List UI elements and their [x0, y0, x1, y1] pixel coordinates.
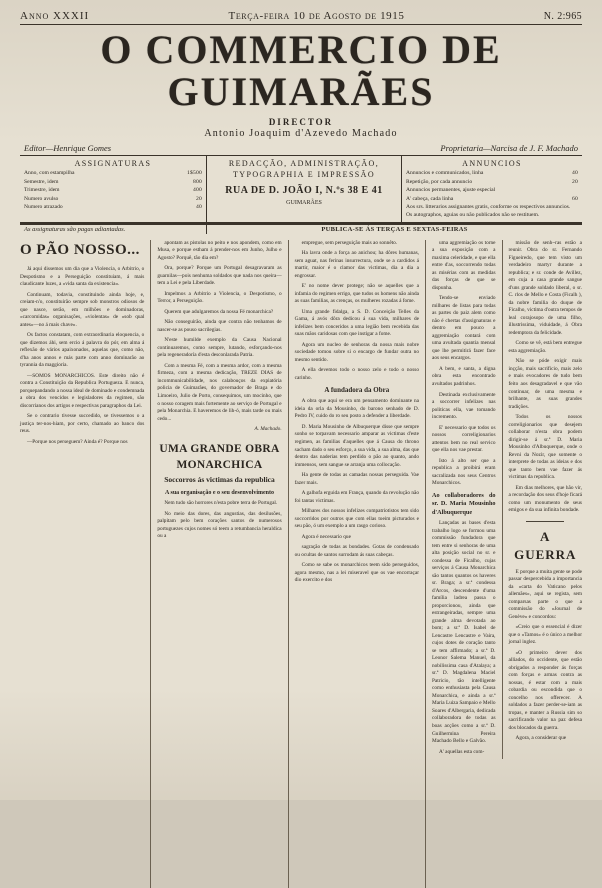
director-label: DIRECTOR: [268, 117, 334, 127]
article-columns: [20, 240, 582, 888]
column-3: [289, 240, 426, 888]
paragraph: Tendo-se enviado milhares de listas para todas as partes do paiz alem como não é chertas d'assignaturas e dentro em pouco a aggremiação contará com uma avultada quantia mensal que lhe permitirá fazer face aos seus encargos.: [431, 295, 496, 362]
masthead-date: Terça-feira 10 de Agosto de 1915: [228, 10, 405, 22]
sub-value: 800: [193, 178, 202, 185]
paragraph: Em dias melhores, que hão vir, a recordação dos seus d'hoje ficará como um monumento de seus emigos e da sua infinita bondade.: [508, 484, 582, 514]
paragraph: Com a mesma Fé, com a mesma ardor, com a mesma firmeza, com a mesma dedicação, TREZE DIAS de incommunicabilidade, nos calabouços da expiatória policia de Guimarães, do governador de Braga e do Limoeiro, Julio de Porto, consequimos, um mocinho, que o nosso coragem mais fortemente ao serviço de Portugal e pela Monarchia. E haveremos de lih-ó, mais tarde ou mais cedo...: [157, 362, 282, 422]
paragraph: E porque a muita gente se pode passar despercebida a importancia da «carta do Vaticano pelos allemães», aqui se regista, sem comparsas parte o que a commissão do «Journal de Genève» e concordou:: [508, 568, 582, 620]
sub-value: 400: [193, 187, 202, 194]
ads-block: [402, 156, 582, 222]
paragraph: Não se póde exigir mais inçção, mais sacrificio, mais zelo e mais evocadores de tudo bem feito aos desagradavel e que vão continuar, de uma mesma e brilhante, as suas grandes tradições.: [508, 358, 582, 410]
info-bar: [20, 155, 582, 224]
office-city: GUIMARÃES: [286, 199, 322, 206]
office-address: RUA DE D. JOÃO I, N.ºs 38 E 41: [225, 184, 383, 196]
paragraph: apontam as pistolas no peito e nos apondem, como em Musa, e porque estham á prender-nos em Junho, Julho e Agosto? Porquê, tão dia em?: [157, 239, 282, 261]
ad-label: Aos srs. litterarios assignantes gratis, conforme os respectivos annuncios.: [406, 203, 571, 210]
sub-value: 20: [196, 195, 202, 202]
section-divider: [526, 521, 564, 522]
office-block: [207, 156, 402, 222]
paragraph: Como se vê, está bem entregue esta aggremiação.: [508, 340, 582, 354]
paragraph: E' necessario que todos os nossos correligionarios attentos bem no real servico que ella nos vae prestar.: [431, 424, 496, 454]
paragraph: A bem, e santa, a digna obra esta encontrado avultados padrinhos.: [431, 365, 496, 387]
editor-line: [20, 143, 582, 153]
article-signature: A. Machado.: [254, 426, 282, 433]
publication-note: PUBLICA-SE ÁS TERÇAS E SEXTAS-FEIRAS: [321, 225, 468, 233]
paragraph: Não conseguirão, ainda que contra não tenhamos de nascer-se as pouso sacrilegias.: [157, 319, 282, 333]
paragraph: Agora um nucleo de senhoras da nossa mais nobre sociedade tomou sobre si o encargo de fundar outra no mesmo sentido.: [294, 341, 419, 363]
paragraph: A obra que aqui se era um pensamento dominante na ideia da orla da Mousinho, do barono senhado de D. Pedro IV, cuido do ro seu posto a defender a liberdade.: [294, 398, 419, 420]
ad-value: 20: [572, 178, 578, 185]
paragraph: Ha gente de todas as camadas nossas perseguida. Vae fazer mais.: [294, 472, 419, 486]
paragraph: Como se sabe os monarchicos teem sido perseguidos, agora mesmo, nas a lei miseravel que os vae encorraçar dio exercito e dos: [294, 562, 419, 584]
sub-label: Anno, com estampilha: [24, 170, 75, 177]
masthead-rule: [20, 24, 582, 25]
paragraph: A' aquellas esta com-: [438, 748, 485, 755]
section-heading-collaboradoras: Ao collaboradores do sr. D. Maria Mousinho d'Albuquerque: [431, 491, 496, 517]
section-heading-fundadora: A fundadora da Obra: [324, 386, 390, 395]
sub-value: 1$500: [187, 170, 202, 177]
paragraph: uma aggremiação os torne a sua exposição com a maxima celeridade, e que ella entre d'as, soccorrendo todas as misérias com as medidas das forças de que se dispunha.: [431, 239, 496, 291]
paragraph: Ha lavra onde a força ao anichou; ha dôres humanas, sem aguat, nas ferinas insurrectura, onde se a cardidos á martir, maior é o clamor das victimas, dia a dia a engrossar.: [294, 250, 419, 279]
subscriptions-note: As assignaturas são pagas adiantadas.: [20, 225, 207, 234]
ads-heading: ANNUNCIOS: [462, 159, 522, 168]
editor-name: Editor—Henrique Gomes: [24, 143, 112, 153]
paragraph: «Creio que o essencial é dizer que o «Tamos» é o único a melhor jornal inglez.: [508, 624, 582, 646]
ad-value: 40: [572, 170, 578, 177]
paragraph: Destinada exclusivamente a soccorrer infelizes nas politicas ella, vae tomando incremento.: [431, 391, 496, 421]
paragraph: Lançadas as bases d'esta trabalho logo se formou uma commissão fundadora que tem entre si senhoras de uma alta posição social no sr. e condessa de Ficalho, cujas serviços á Causa Monarchica são tantos quantos os haveres sr. Braga; a sr.ª condessa d'Arcos, descendente d'uma família ladrea passa o proporcionou, ainda que estrangeiradas, sempre uma grande alma devotada ao bom; a sr.ª D. Isabel de Lencastre Lencastre e Vaira, cujos dotes de coração tanto se tem affirmado; a sr.ª D. Leonor Salema Manuel, da nobilissima casa d'Atalaya; a sr.ª D. Magdalena Maciel Patricio, tão intelligente como enthusiasta pela Causa Monarchica, e ainda a sr.ª Maria Luiza Sampaio e Mello Soares d'Albergaria, dedicada collaboradora de todas as boas acções como a sr.ª D. Guilhermina Pereira Machado Bello e Galvão.: [431, 520, 496, 745]
paragraph: empregue, sem perseguição mais ao sonnêto.: [301, 239, 398, 246]
feature-headline: UMA GRANDE OBRA MONARCHICA: [159, 442, 280, 471]
director-block: [20, 117, 582, 139]
sub-value: 40: [196, 203, 202, 210]
paragraph: Se o contrario tivesse succedido, se tivessemos o a justiça ter-nos-hiam, por certo, chamado ao banco dos reus.: [20, 413, 145, 435]
paragraph: Nem tudo são horrores n'esta pobre terra de Portugal.: [164, 500, 278, 507]
paragraph: Continuam, todavia, constituindo ainda hoje, e, creiam-n'o, constituirão sempre sob monstros odiosos de que nasce, serão, em milhões e dominadoras, «carcomidas» organisações, «violentas» de «sob qual antes»—no á mais chave».: [20, 291, 145, 328]
sub-label: Trimestre, idem: [24, 187, 60, 194]
info-note-row: [20, 224, 582, 234]
paragraph: «O primeiro dever dos alliados, do occidente, que estão obrigados a responder ás forças com forças e armas contra as nossas, é estar com a mais cobardia ou escondida que o concelho nos offerecer. A soldados a fazer perder-se-iam as tropas, e manter a Russia sim so sacrificando valor na paz defesa dos blocados da guerra.: [508, 649, 582, 731]
paragraph: D. Maria Mousinho de Albuquerque disse que sempre sonho se torpavam necessario amparar as victimas d'este regimen, as familias d'aquelles que á Causa do throno sacham dado o seu esforço, a sua vida, a sua alma, das que dentro das naderias tem perdido o pão ao quanto, ando immensos, sem sangue se arranja uma collocação.: [294, 423, 419, 468]
feature-subhead: Soccorros ás victimas da republica: [164, 475, 275, 485]
ad-label: Annuncios permanentes, ajuste especial: [406, 187, 496, 194]
paragraph: Impelmos a Arbitrio a Violencia, o Despotismo, o Terror, a Perseguição.: [157, 290, 282, 305]
column-2: [151, 240, 288, 888]
paragraph: missão de senh~ras estão a reunir. Obra do sr. Fernando Figueiredo, que tem visto um verdadeiro martyr durante a republica; e sr. conde de Avillez, em cuja a casa grande sangue d'uns grande soldado liberal, o sr. C. rlos de Mello e Costa (Ficalh ), da nobre familia do duque de Ficalho, victima d'outra tempos de leal corajosopo de uma filho, illustrissima, viduidade, á Obra redemptora da felicidade.: [508, 239, 582, 336]
paragraph: —Porque nos perseguem? Ainda é? Porque nos: [27, 438, 128, 445]
article-headline-pao-nosso: O PÃO NOSSO...: [20, 241, 140, 258]
paragraph: N'este humilde exemplo da Causa Nacional continuaremos, como sempre, lutando, esforçando-nos pela regeneradoría d'esta desconlarada Patria.: [157, 337, 282, 359]
ad-label: Annuncios e communicados, linha: [406, 170, 484, 177]
owner-name: Proprietaria—Narcisa de J. F. Machado: [440, 143, 578, 153]
paragraph: Já aqui dissemos um dia que a Violencia, o Arbitrio, o Despotismo e a Perseguição constituiam, á mais claudicante luzes, a «vida santa da existencia».: [20, 266, 145, 288]
column-4: [426, 240, 582, 888]
paragraph: Isto á alto ser que a republica a proibirá eram sacralizada nos seus Centros Monarchicos.: [431, 457, 496, 487]
paragraph: Os factos constatam, com extraordinaria eloquencia, o que dizemos áhi, sem ercio á palavra do pór, em alma á reflexão de vários apaixonados, aquelas que, como não, d'ha anos annos e más parte com anno dominarão ao tyrannia da maggioria.: [20, 332, 145, 369]
ad-label: A' cabeça, cada linha: [406, 195, 454, 202]
section-heading-guerra: A GUERRA: [514, 528, 577, 563]
paragraph: Querem que adulgaremos da nossa Fé monarchica?: [164, 308, 274, 315]
paragraph: No meio das dores, das angustias, das desilusões, palpitam pelo bem corações santos de numerosos portuguezes cujos nomes só teem a retumbancia heraldica ou a: [157, 510, 282, 540]
paragraph: Agora, a considerar que: [515, 735, 567, 742]
subscriptions-heading: ASSIGNATURAS: [74, 159, 152, 168]
office-heading: REDACÇÃO, ADMINISTRAÇÃO, TYPOGRAPHIA E IMPRESSÃO: [228, 159, 380, 180]
masthead-number: N. 2:965: [543, 11, 582, 22]
paragraph: —SOMOS MONARCHICOS. Este direito não é contra a Constituição da Republica Portugueza. E nunca, porquepandando a nossa ideal de dominado e condemnada a obra dos vencidos e legisladores da regimen, são discorrianos dos artigos e respectivas paragraphos da Lei.: [20, 372, 145, 409]
paragraph: A ella devemos todo o nosso zelo e todo o nosso carinho.: [294, 367, 419, 381]
paragraph: Milhares dos nossos infelizes compatriotistos tem sido soccorridos por outros que com ellas toeim picturados e seu pão, ó um exemplo a um rasgo corioso.: [294, 508, 419, 530]
paragraph: Agora é necessario que: [301, 533, 351, 540]
paragraph: E' no nome dever protege; não se aquelles que a infamia do regimen errigo, que tudos os homens não ainda as suas familias, as crenças, os mulheres rozadas á fome.: [294, 283, 419, 305]
paragraph: A galhofa erguida em França, quando da revolução não foi tantas victimas.: [294, 490, 419, 504]
feature-subhead-2: A sua organisação e o seu desenvolvimento: [164, 489, 274, 496]
paragraph: Uma grande fidalga, a S. D. Conceição Telles da Gama, á avós dôra dedicou á sua vida, milhares de infelizes bem conceridos a uma legião bem recebida das suas mãos caridosas com que instigar a fome.: [294, 308, 419, 338]
masthead-topline: [20, 10, 582, 22]
paragraph: Ora, porque? Porque um Portugal desagravaram as guarnilas—pois nenhuma soldados que nada nos queira—tem a Lei e pela Liberdade.: [157, 265, 282, 287]
ad-label: Os autographos, aguias ou não publicados não se restituem.: [406, 212, 540, 219]
masthead-year: Anno XXXII: [20, 10, 90, 22]
column-1: [20, 240, 151, 888]
page-title: O COMMERCIO DE GUIMARÃES: [100, 27, 502, 114]
director-name: Antonio Joaquim d'Azevedo Machado: [204, 128, 398, 139]
sub-label: Semestre, idem: [24, 178, 59, 185]
sub-label: Numero avulso: [24, 195, 59, 202]
paragraph: sagração de todas as bondades. Gotas de condensado ou ocultas de santos surrodam ás suas cabeças.: [294, 544, 419, 558]
ad-value: 60: [572, 195, 578, 202]
subscriptions-block: [20, 156, 207, 222]
ad-label: Repetição, por cada annuncio: [406, 178, 473, 185]
sub-label: Numero atrazado: [24, 203, 63, 210]
paragraph: Todos os nossos correligionarios que desejem collaborar n'esta obra podem dirigir-se á sr.ª D. Maria Mousinho d'Albuquerque, onde o Revni da Nozir, que somente o interprete de todas as ideias e dos que tanto bem vae fazer ás victimas da republica.: [508, 414, 582, 481]
